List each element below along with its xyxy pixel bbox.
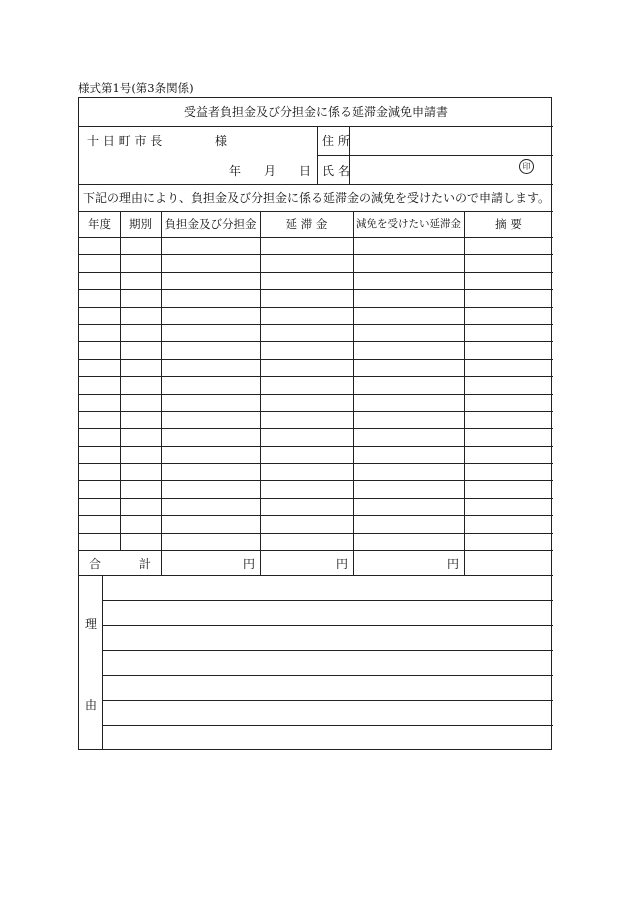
name-label: 氏 名 — [322, 164, 350, 178]
table-row-line — [79, 254, 553, 255]
header-period: 期別 — [129, 217, 152, 231]
divider — [353, 211, 354, 575]
table-row-line — [79, 324, 553, 325]
name-field[interactable] — [353, 158, 513, 181]
address-label: 住 所 — [322, 134, 350, 148]
reason-label-char-2: 由 — [85, 698, 98, 712]
table-row-line — [79, 533, 553, 534]
reason-label-char-1: 理 — [85, 617, 98, 631]
reason-line — [102, 700, 553, 701]
header-remarks: 摘 要 — [495, 217, 522, 231]
reason-line — [102, 625, 553, 626]
date-year: 年 — [229, 164, 242, 178]
divider — [317, 155, 553, 156]
table-row-line — [79, 376, 553, 377]
reason-line — [102, 675, 553, 676]
divider — [120, 211, 121, 550]
divider — [79, 575, 553, 576]
reason-line — [102, 725, 553, 726]
table-row-line — [79, 498, 553, 499]
table-row-line — [79, 446, 553, 447]
divider — [464, 211, 465, 575]
divider — [79, 184, 553, 185]
total-label-right: 計 — [139, 557, 152, 571]
divider — [102, 575, 103, 750]
total-yen-charges: 円 — [243, 557, 256, 571]
total-yen-late-fee: 円 — [336, 557, 349, 571]
table-row-line — [79, 515, 553, 516]
reason-line — [102, 600, 553, 601]
total-label-left: 合 — [89, 557, 102, 571]
divider — [79, 237, 553, 238]
table-row-line — [79, 428, 553, 429]
divider — [260, 211, 261, 575]
table-row-line — [79, 463, 553, 464]
date-day: 日 — [299, 164, 312, 178]
request-statement: 下記の理由により、負担金及び分担金に係る延滞金の減免を受けたいので申請します。 — [83, 191, 551, 205]
table-row-line — [79, 411, 553, 412]
header-waiver-amount: 減免を受けたい延滞金 — [356, 218, 461, 230]
form-number: 様式第1号(第3条関係) — [78, 81, 194, 95]
table-row-line — [79, 307, 553, 308]
table-row-line — [79, 359, 553, 360]
table-row-line — [79, 341, 553, 342]
header-fiscal-year: 年度 — [88, 217, 111, 231]
divider — [79, 550, 553, 551]
table-row-line — [79, 394, 553, 395]
addressee-name: 十 日 町 市 長 — [87, 134, 163, 148]
application-form — [78, 97, 552, 750]
seal-mark: 印 — [519, 159, 534, 174]
address-field[interactable] — [353, 129, 549, 152]
divider — [161, 211, 162, 575]
divider — [79, 126, 553, 127]
table-row-line — [79, 272, 553, 273]
table-row-line — [79, 289, 553, 290]
header-charges: 負担金及び分担金 — [164, 217, 257, 231]
header-late-fee: 延 滞 金 — [285, 217, 328, 231]
date-month: 月 — [264, 164, 277, 178]
total-yen-waiver: 円 — [447, 557, 460, 571]
reason-line — [102, 650, 553, 651]
table-row-line — [79, 480, 553, 481]
addressee-honorific: 様 — [215, 134, 228, 148]
form-title: 受益者負担金及び分担金に係る延滞金減免申請書 — [183, 105, 448, 119]
